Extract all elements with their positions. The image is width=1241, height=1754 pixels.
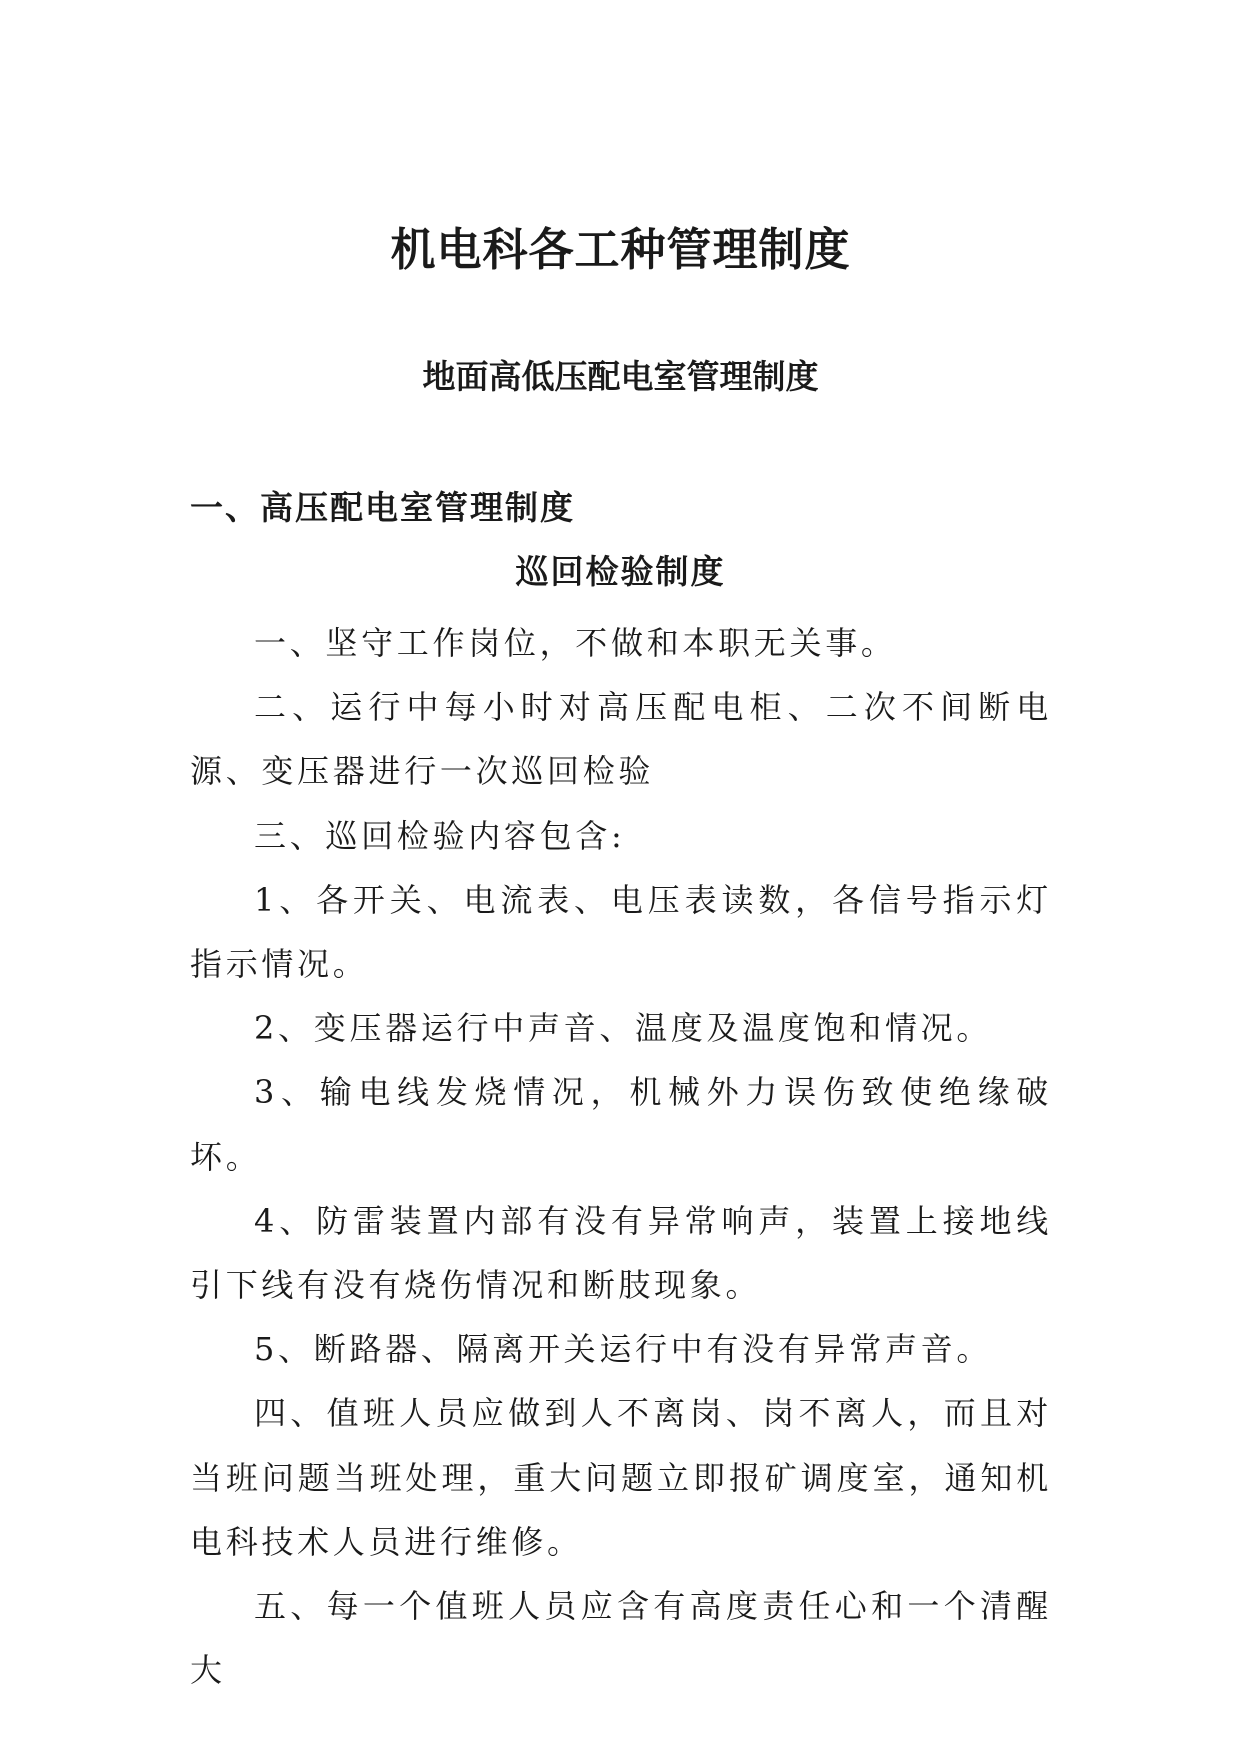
- paragraph-1: 一、坚守工作岗位，不做和本职无关事。: [254, 624, 897, 662]
- paragraph-4: 1、各开关、电流表、电压表读数，各信号指示灯指示情况。: [190, 880, 1052, 984]
- paragraph-6: 3、输电线发烧情况，机械外力误伤致使绝缘破坏。: [190, 1073, 1052, 1176]
- paragraph-5: 2、变压器运行中声音、温度及温度饱和情况。: [254, 1009, 993, 1048]
- document-body: [190, 611, 1088, 1702]
- document-title: 机电科各工种管理制度: [390, 223, 851, 276]
- paragraph-9: 四、值班人员应做到人不离岗、岗不离人，而且对当班问题当班处理，重大问题立即报矿调度室，通知机电科技术人员进行维修。: [190, 1394, 1052, 1561]
- paragraph-10: 五、每一个值班人员应含有高度责任心和一个清醒 大: [190, 1587, 1088, 1690]
- paragraph-8: 5、断路器、隔离开关运行中有没有异常声音。: [254, 1330, 993, 1369]
- paragraph-2: 二、运行中每小时对高压配电柜、二次不间断电源、变压器进行一次巡回检验: [190, 688, 1052, 791]
- subsection-heading: 巡回检验制度: [515, 552, 726, 591]
- section-heading: 一、高压配电室管理制度: [190, 488, 575, 527]
- paragraph-3: 三、巡回检验内容包含:: [254, 816, 626, 855]
- paragraph-7: 4、防雷装置内部有没有异常响声，装置上接地线引下线有没有烧伤情况和断肢现象。: [190, 1201, 1052, 1305]
- document-subtitle: 地面高低压配电室管理制度: [422, 357, 819, 396]
